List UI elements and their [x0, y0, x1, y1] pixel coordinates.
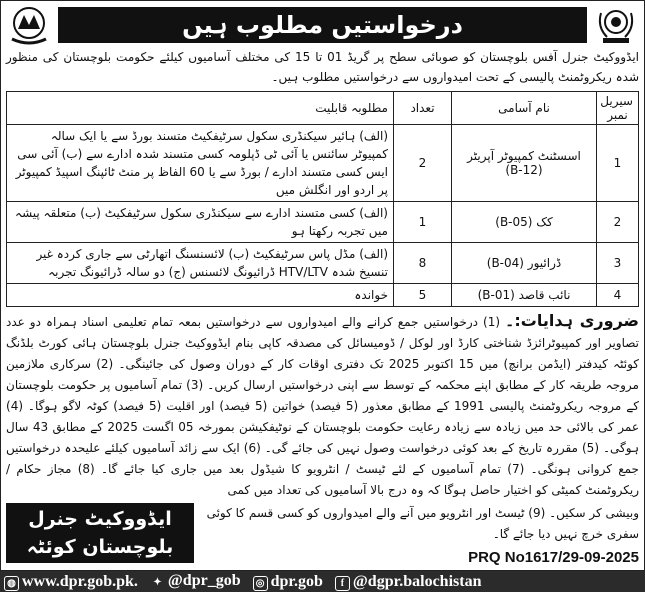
post-name: ڈرائیور (B-04) [452, 243, 597, 284]
post-name: نائب قاصد (B-01) [452, 284, 597, 307]
instructions-title: ضروری ہدایات:۔ [505, 311, 639, 330]
table-row [7, 202, 639, 243]
signature-box [6, 503, 194, 563]
serial: 4 [597, 284, 639, 307]
instructions-continued: وبیشی کر سکیں۔ (9) ٹیسٹ اور انٹرویو میں آنے والے امیدواروں کو کسی قسم کا کوئی سفری خرچ نہیں دیا جائے گا۔ [206, 506, 639, 541]
serial: 3 [597, 243, 639, 284]
post-name: کک (B-05) [452, 202, 597, 243]
serial: 2 [597, 202, 639, 243]
signature-line-2: بلوچستان کوئٹہ [26, 536, 174, 558]
table-row [7, 125, 639, 202]
qualification: (الف) ہائیر سیکنڈری سکول سرٹیفکیٹ متسند بورڈ سے یا ایک سالہ کمپیوٹر سائنس یا آئی ٹی ڈپلومہ کسی متسند شدہ ادارے سے (ب) آئی سی ایس کسی متسند ادارے / بورڈ سے یا 60 الفاظ پر منٹ ٹائپنگ اسپیڈ کمپیوٹر پر اردو اور انگلش میں [7, 125, 394, 202]
footer-bar [0, 571, 645, 592]
emblem-logo-left [6, 5, 52, 45]
intro-text: ایڈووکیٹ جنرل آفس بلوچستان کو صوبائی سطح پر گریڈ 01 تا 15 کی مختلف آسامیوں کیلئے حکومت بلوچستان کی منظور شدہ ریکروٹمنٹ پالیسی کے تحت امیدواروں سے درخواستیں مطلوب ہیں۔ [6, 50, 640, 84]
table-header [7, 92, 639, 125]
qualification: (الف) مڈل پاس سرٹیفکیٹ (ب) لائسنسنگ اتھارٹی سے جاری کردہ غیر تنسیخ شدہ HTV/LTV ڈرائیونگ لائسنس (ج) دو سالہ ڈرائیونگ تجربہ [7, 243, 394, 284]
post-count: 8 [394, 243, 452, 284]
globe-icon: ◍ [4, 576, 19, 591]
header-count: تعداد [394, 92, 452, 125]
header [6, 5, 639, 45]
instructions-text: (1) درخواستیں جمع کرانے والے امیدواروں سے درخواستیں بمعہ تمام تعلیمی اسناد ہمراہ دو عدد تصاویر اور کمپیوٹرائزڈ شناختی کارڈ اور لوکل / ڈومیسائل کی مصدقہ کاپی بنام ایڈووکیٹ جنرل بلوچستان ہائی کورٹ بلڈنگ کوئٹہ کیدفتر (ایڈمن برانچ) میں 15 اکتوبر 2025 تک دفتری اوقات کار کے دوران وصول کی جائینگی۔ (2) سرکاری ملازمین مروجہ طریقہ کار کے مطابق اپنے محکمہ کے توسط سے اپنی درخواستیں ارسال کریں۔ (3) تمام آسامیوں پر حکومت بلوچستان کے مروجہ ریکروٹمنٹ پالیسی 1991 کے مطابق معذور (5 فیصد) خواتین (5 فیصد) اور اقلیت (5 فیصد) کوٹہ لاگو ہوگا۔ (4) عمر کی بالائی حد میں زیادہ سے زیادہ رعایت حکومت بلوچستان کے نوٹیفکیشن بمورخہ 05 اگست 2025 کے مطابق 43 سال ہوگی۔ (5) مقررہ تاریخ کے بعد کوئی درخواست وصول نہیں کی جائے گی۔ (6) ایک سے زائد آسامیوں کیلئے علیحدہ درخواستیں جمع کروانی ہونگی۔ (7) تمام آسامیوں کے لئے ٹیسٹ / انٹرویو کا شیڈول بعد میں جاری کیا جائے گا۔ (8) مجاز حکام / ریکروٹمنٹ کمیٹی کو اختیار حاصل ہوگا کہ وہ درج بالا آسامیوں کی تعداد میں کمی [6, 315, 640, 497]
emblem-logo-right [593, 5, 639, 45]
qualification: (الف) کسی متسند ادارے سے سیکنڈری سکول سرٹیفکیٹ (ب) متعلقہ پیشہ میں تجربہ رکھتا ہو [7, 202, 394, 243]
post-name: اسسٹنٹ کمپیوٹر آپریٹر (B-12) [452, 125, 597, 202]
post-count: 1 [394, 202, 452, 243]
header-serial: سیریل نمبر [597, 92, 639, 125]
footer-website[interactable]: ◍ www.dpr.gob.pk. [4, 573, 138, 591]
facebook-icon: f [335, 576, 350, 591]
serial: 1 [597, 125, 639, 202]
vacancies-table [6, 91, 639, 307]
table-row [7, 243, 639, 284]
twitter-icon: ✦ [153, 577, 162, 588]
footer-facebook[interactable]: f @dgpr.balochistan [335, 573, 482, 591]
instagram-icon: ◎ [253, 576, 268, 591]
post-count: 2 [394, 125, 452, 202]
signature-line-1: ایڈووکیٹ جنرل [28, 508, 172, 530]
header-post: نام آسامی [452, 92, 597, 125]
page-title: درخواستیں مطلوب ہیں [58, 7, 587, 43]
post-count: 5 [394, 284, 452, 307]
header-qualification: مطلوبہ قابلیت [7, 92, 394, 125]
table-row [7, 284, 639, 307]
instructions [6, 310, 639, 501]
footer-twitter[interactable]: ✦ @dpr_gob [150, 572, 241, 591]
prq-number: PRQ No1617/29-09-2025 [468, 549, 639, 566]
footer-instagram[interactable]: ◎ dpr.gob [253, 573, 323, 591]
qualification: خواندہ [7, 284, 394, 307]
bottom-right [202, 503, 639, 566]
bottom-section [6, 503, 639, 566]
